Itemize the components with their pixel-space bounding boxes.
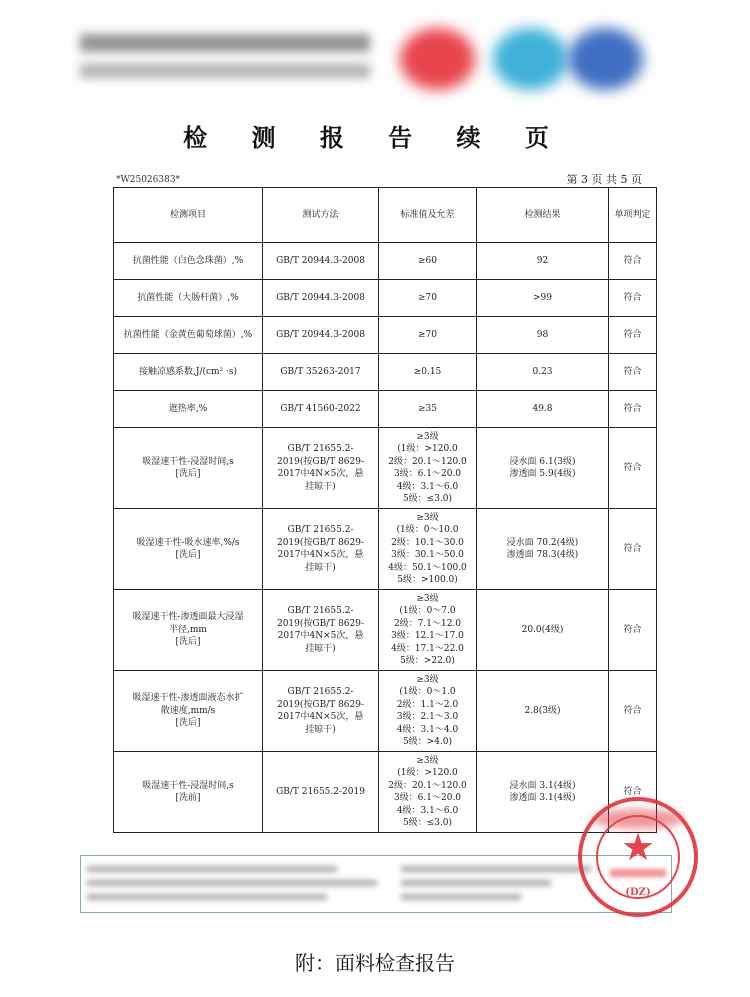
test-result: 0.23 (477, 354, 609, 391)
table-row (114, 671, 657, 752)
test-result: 49.8 (477, 391, 609, 428)
test-method: GB/T 21655.2- 2019(按GB/T 8629- 2017中4N×5次，悬 挂晾干) (263, 671, 379, 752)
test-item: 吸湿速干性-吸水速率,%/s [洗后] (114, 509, 263, 590)
test-method: GB/T 21655.2- 2019(按GB/T 8629- 2017中4N×5次，悬 挂晾干) (263, 590, 379, 671)
test-item: 吸湿速干性-渗透面液态水扩 散速度,mm/s [洗后] (114, 671, 263, 752)
test-method: GB/T 35263-2017 (263, 354, 379, 391)
table-row (114, 590, 657, 671)
test-item: 遮热率,% (114, 391, 263, 428)
verdict: 符合 (609, 354, 657, 391)
accreditation-logo (493, 28, 568, 90)
footer-phone-line (401, 894, 521, 900)
table-row (114, 509, 657, 590)
footer-address-line (87, 880, 377, 886)
verdict: 符合 (609, 428, 657, 509)
test-result: 浸水面 3.1(4级) 渗透面 3.1(4级) (477, 752, 609, 833)
test-method: GB/T 21655.2- 2019(按GB/T 8629- 2017中4N×5次，悬 挂晾干) (263, 509, 379, 590)
standard-value: ≥3级 (1级：0～10.0 2级：10.1～30.0 3级：30.1～50.0 4级：50.1～100.0 5级：>100.0) (379, 509, 477, 590)
standard-value: ≥70 (379, 280, 477, 317)
footer-phone-line (401, 880, 551, 886)
table-row (114, 243, 657, 280)
standard-value: ≥3级 (1级：>120.0 2级：20.1～120.0 3级：6.1～20.0 4级：3.1～6.0 5级：≤3.0) (379, 752, 477, 833)
verdict: 符合 (609, 391, 657, 428)
header-verdict: 单项判定 (609, 188, 657, 243)
report-number: *W25026383* (116, 175, 181, 185)
table-row (114, 280, 657, 317)
test-method: GB/T 20944.3-2008 (263, 280, 379, 317)
test-method: GB/T 41560-2022 (263, 391, 379, 428)
verdict: 符合 (609, 243, 657, 280)
test-item: 抗菌性能（金黄色葡萄球菌）,% (114, 317, 263, 354)
footer-address-line (87, 894, 327, 900)
cma-logo (400, 28, 475, 90)
standard-value: ≥3级 (1级：0～7.0 2级：7.1～12.0 3级：12.1～17.0 4级：17.1～22.0 5级：>22.0) (379, 590, 477, 671)
table-row (114, 317, 657, 354)
test-result: 92 (477, 243, 609, 280)
test-result: 20.0(4级) (477, 590, 609, 671)
table-row (114, 752, 657, 833)
footer-address-line (87, 866, 337, 872)
test-result: 浸水面 70.2(4级) 渗透面 78.3(4级) (477, 509, 609, 590)
verdict: 符合 (609, 317, 657, 354)
table-header-row (114, 188, 657, 243)
test-item: 吸湿速干性-浸湿时间,s [洗后] (114, 428, 263, 509)
test-item: 接触凉感系数,J/(cm² ·s) (114, 354, 263, 391)
lab-name-blurred (80, 34, 370, 52)
test-item: 抗菌性能（白色念珠菌）,% (114, 243, 263, 280)
verdict: 符合 (609, 280, 657, 317)
verdict: 符合 (609, 671, 657, 752)
header-result: 检测结果 (477, 188, 609, 243)
table-row (114, 391, 657, 428)
seal-code: (DZ) (625, 887, 651, 898)
table-row (114, 428, 657, 509)
standard-value: ≥0.15 (379, 354, 477, 391)
official-seal (578, 797, 698, 917)
test-result: >99 (477, 280, 609, 317)
ilac-logo (568, 28, 643, 90)
verdict: 符合 (609, 752, 657, 833)
standard-value: ≥70 (379, 317, 477, 354)
test-method: GB/T 21655.2-2019 (263, 752, 379, 833)
test-item: 吸湿速干性-浸湿时间,s [洗前] (114, 752, 263, 833)
test-method: GB/T 21655.2- 2019(按GB/T 8629- 2017中4N×5次，悬 挂晾干) (263, 428, 379, 509)
standard-value: ≥60 (379, 243, 477, 280)
test-method: GB/T 20944.3-2008 (263, 317, 379, 354)
table-row (114, 354, 657, 391)
verdict: 符合 (609, 590, 657, 671)
test-results-table (113, 187, 657, 833)
test-method: GB/T 20944.3-2008 (263, 243, 379, 280)
page-indicator: 第 3 页 共 5 页 (566, 173, 642, 186)
star-icon: ★ (620, 825, 656, 869)
seal-inner-text-blurred (610, 869, 666, 877)
lab-header-blurred (80, 28, 680, 98)
page-title: 检 测 报 告 续 页 (183, 123, 567, 152)
test-result: 98 (477, 317, 609, 354)
test-result: 2.8(3级) (477, 671, 609, 752)
footer-phone-line (401, 866, 591, 872)
test-item: 吸湿速干性-渗透面最大浸湿 半径,mm [洗后] (114, 590, 263, 671)
verdict: 符合 (609, 509, 657, 590)
header-test-item: 检测项目 (114, 188, 263, 243)
standard-value: ≥3级 (1级：0～1.0 2级：1.1～2.0 3级：2.1～3.0 4级：3.1～4.0 5级：>4.0) (379, 671, 477, 752)
header-standard: 标准值及允差 (379, 188, 477, 243)
lab-subtitle-blurred (80, 64, 370, 78)
standard-value: ≥3级 (1级：>120.0 2级：20.1～120.0 3级：6.1～20.0 4级：3.1～6.0 5级：≤3.0) (379, 428, 477, 509)
test-item: 抗菌性能（大肠杆菌）,% (114, 280, 263, 317)
header-test-method: 测试方法 (263, 188, 379, 243)
test-result: 浸水面 6.1(3级) 渗透面 5.9(4级) (477, 428, 609, 509)
attachment-caption: 附：面料检查报告 (295, 951, 455, 975)
standard-value: ≥35 (379, 391, 477, 428)
